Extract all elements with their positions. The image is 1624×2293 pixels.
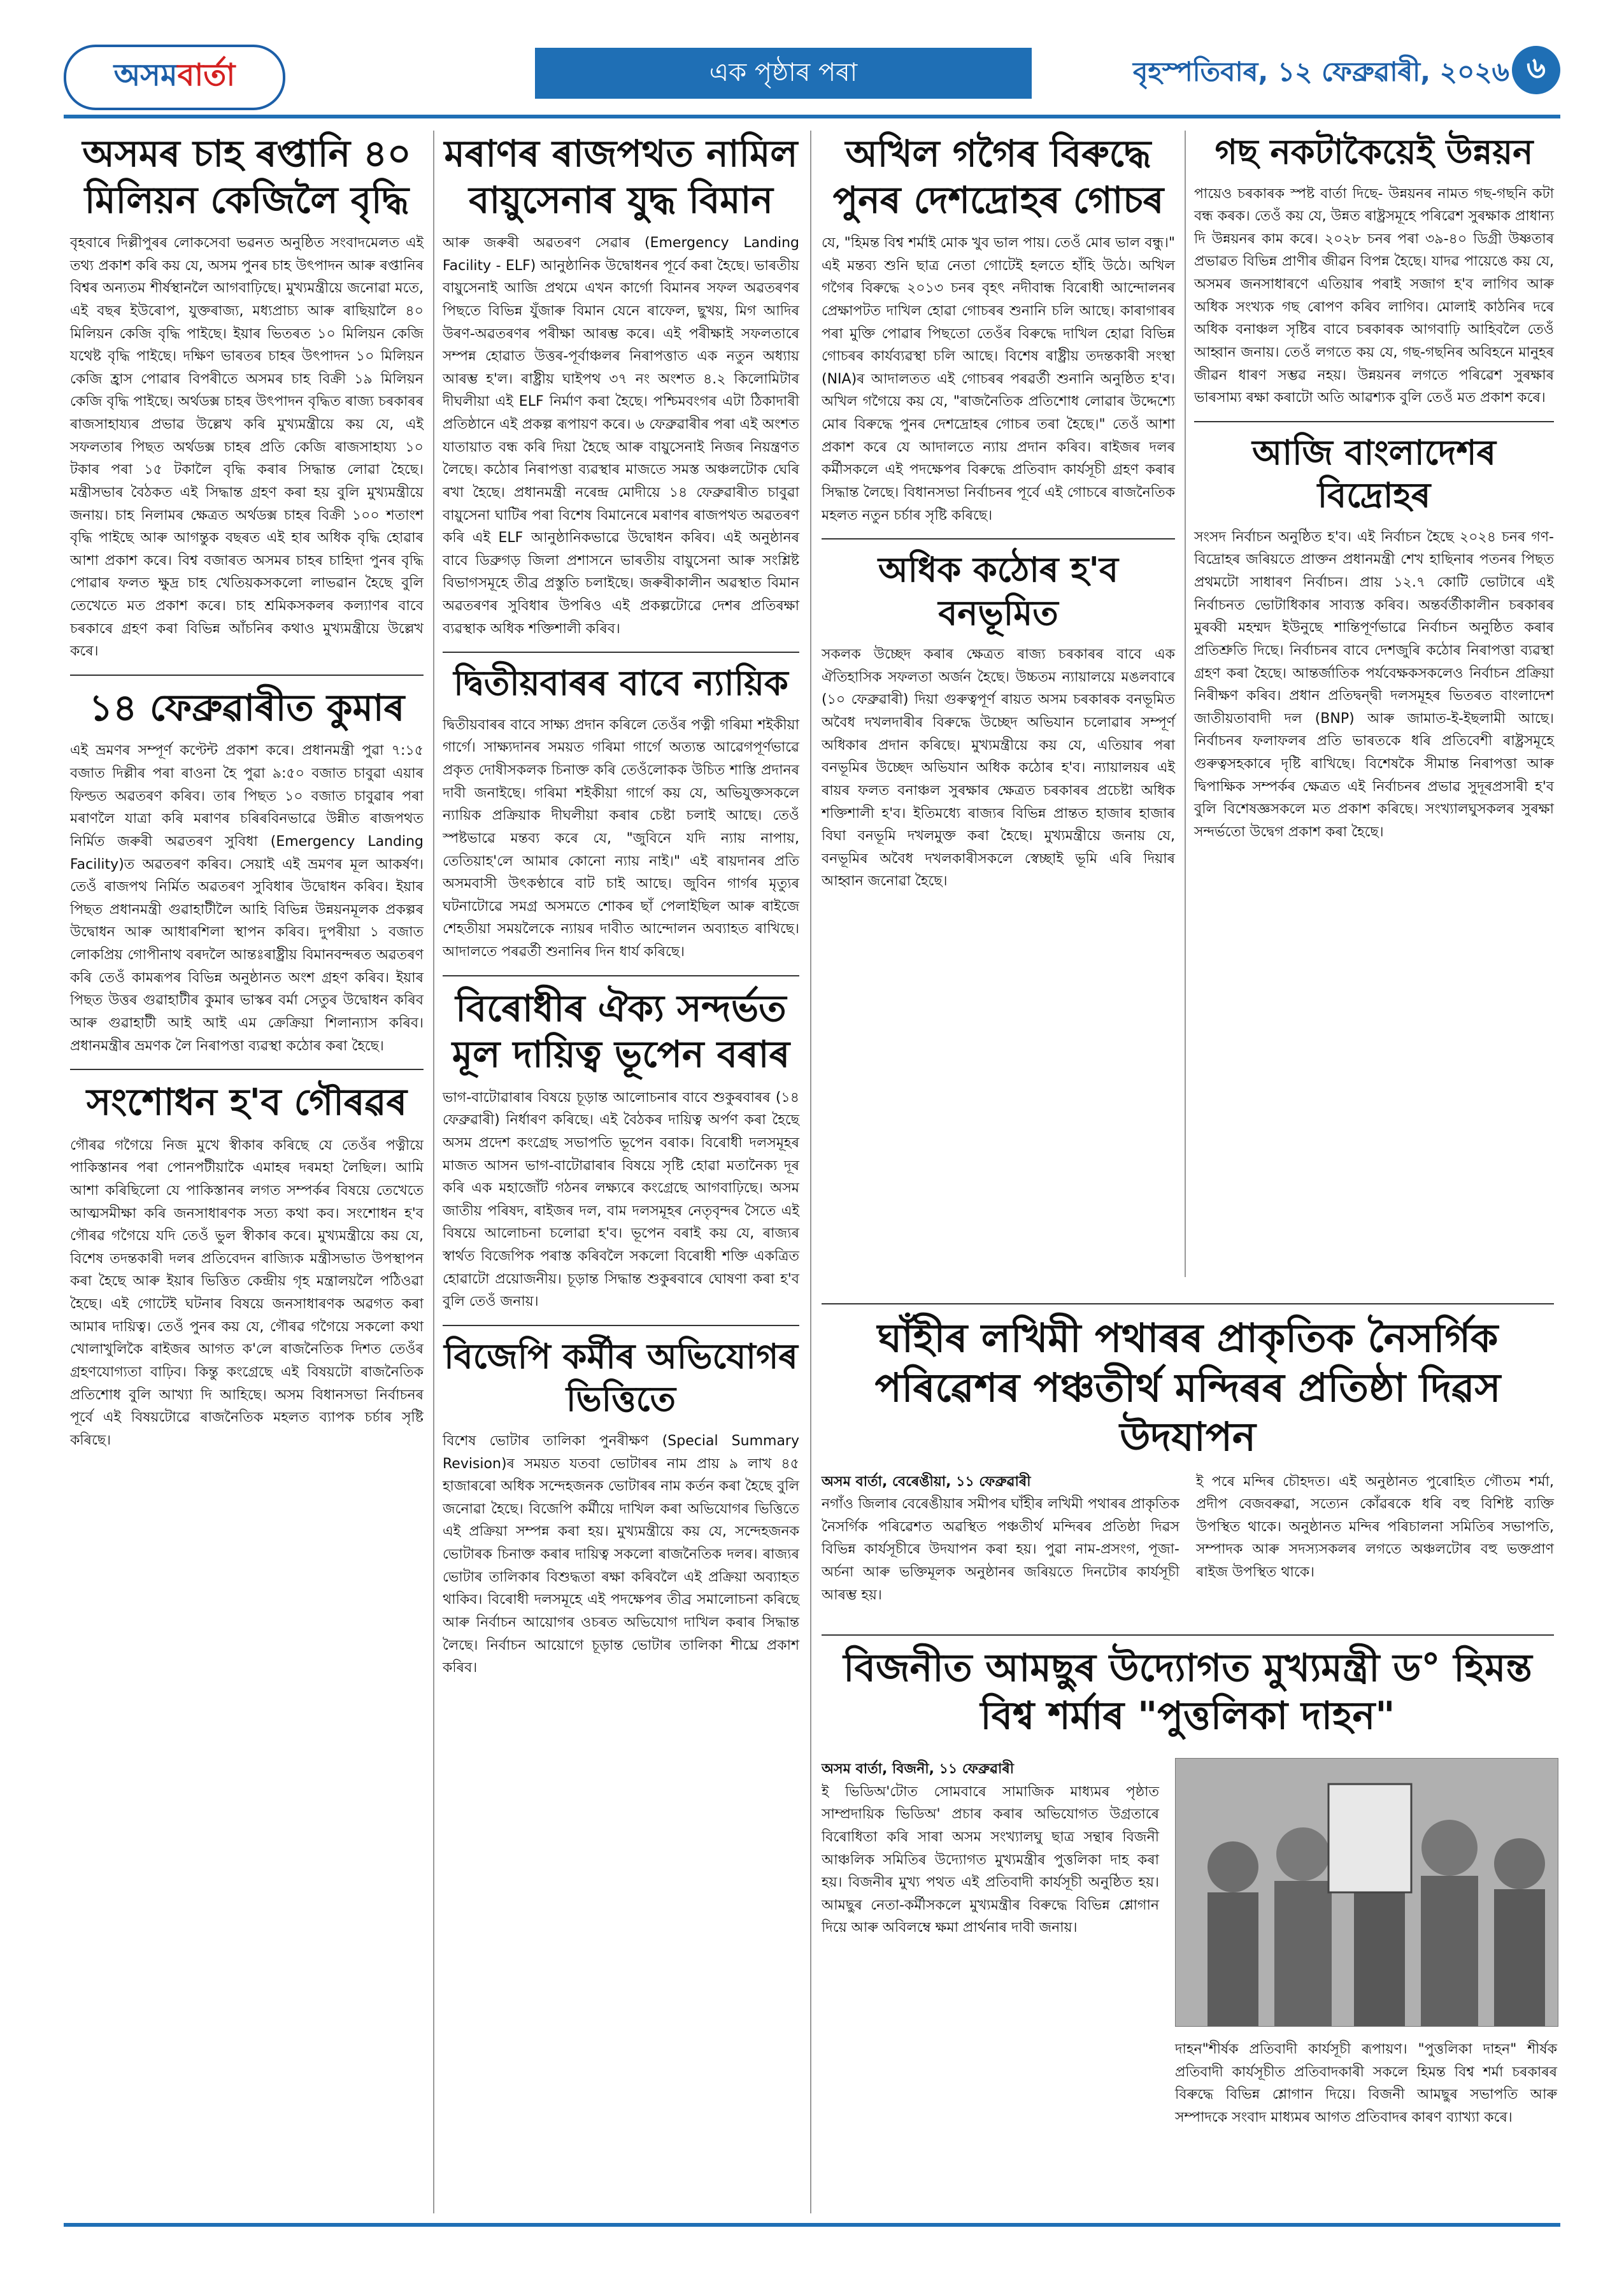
logo-part1: অসম [113,57,178,93]
headline: অখিল গগৈৰ বিৰুদ্ধে পুনৰ দেশদ্ৰোহৰ গোচৰ [832,132,1164,222]
headline: বিজনীত আমছুৰ উদ্যোগত মুখ্যমন্ত্ৰী ড° হিমন্ত বিশ্ব শৰ্মাৰ "পুত্তলিকা দাহন" [843,1646,1532,1738]
article-separator [822,1303,1554,1304]
article-separator [70,1069,424,1070]
headline: বিৰোধীৰ ঐক্য সন্দৰ্ভত মূল দায়িত্ব ভূপেন বৰাৰ [452,986,790,1076]
article-temple-anniversary [822,1299,1558,1618]
article-bjp-complaint [443,1335,804,1680]
article-feb14 [70,685,428,1057]
headline: আজি বাংলাদেশৰ বিদ্ৰোহৰ [1252,431,1496,516]
dateline: অসম বাৰ্তা, বিজনী, ১১ ফেব্ৰুৱাৰী [822,1761,1015,1777]
article-body: গৌৰৱ গগৈয়ে নিজ মুখে স্বীকাৰ কৰিছে যে তেওঁৰ পত্নীয়ে পাকিস্তানৰ পৰা পোনপটীয়াকৈ এমাহৰ দৰমহা লৈছিল। আমি আশা কৰিছিলো যে পাকিস্তানৰ লগত সম্পৰ্কৰ বিষয়ে তেখেতে আত্মসমীক্ষা কৰি জনসাধাৰণক সত্য কথা কব। সংশোধন হ'ব গৌৰৱ গগৈয়ে যদি তেওঁ ভুল স্বীকাৰ কৰে। মুখ্যমন্ত্ৰীয়ে কয় যে, বিশেষ তদন্তকাৰী দলৰ প্ৰতিবেদন ৰাজ্যিক মন্ত্ৰীসভাত উপস্থাপন কৰা হৈছে আৰু ইয়াৰ ভিত্তিত কেন্দ্ৰীয় গৃহ মন্ত্ৰালয়লৈ পঠিওৱা হৈছে। এই গোটেই ঘটনাৰ বিষয়ে জনসাধাৰণক অৱগত কৰা আমাৰ দায়িত্ব। তেওঁ পুনৰ কয় যে, গৌৰৱ গগৈয়ে সকলো কথা খোলাখুলিকৈ ৰাইজৰ আগত ক'লে ৰাজনৈতিক দিশত তেওঁৰ গ্ৰহণযোগ্যতা বাঢ়িব। কিন্তু কংগ্ৰেছে এই বিষয়টো ৰাজনৈতিক প্ৰতিশোধ বুলি আখ্যা দি আহিছে। অসম বিধানসভা নিৰ্বাচনৰ পূৰ্বে এই বিষয়টোৱে ৰাজনৈতিক মহলত ব্যাপক চৰ্চাৰ সৃষ্টি কৰিছে। [70,1137,428,1448]
column-1 [70,131,428,2213]
article-effigy-burning [822,1631,1562,2217]
headline: দ্বিতীয়বাৰৰ বাবে ন্যায়িক [453,662,788,704]
column-divider [810,131,811,2213]
article-body: নগাঁও জিলাৰ বেৰেঙীয়াৰ সমীপৰ ঘাঁহীৰ লখিমী পথাৰৰ প্ৰাকৃতিক নৈসৰ্গিক পৰিৱেশত অৱস্থিত পঞ্চতীৰ্থ মন্দিৰৰ প্ৰতিষ্ঠা দিৱস বিভিন্ন কাৰ্যসূচীৰে উদযাপন কৰা হয়। পুৱা নাম-প্ৰসংগ, পূজা-অৰ্চনা আৰু ভক্তিমূলক অনুষ্ঠানৰ জৰিয়তে দিনটোৰ কাৰ্যসূচী আৰম্ভ হয়। [822,1496,1184,1603]
article-body: বৃহবাৰে দিল্লীপুৰৰ লোকসেবা ভৱনত অনুষ্ঠিত সংবাদমেলত এই তথ্য প্ৰকাশ কৰি কয় যে, অসম পুনৰ চাহ উৎপাদন আৰু ৰপ্তানিৰ বিশ্বৰ অন্যতম শীৰ্ষস্থানলৈ আগবাঢ়িছে। মুখ্যমন্ত্ৰীয়ে জনোৱা মতে, এই বছৰ ইউৰোপ, যুক্তৰাজ্য, মধ্যপ্ৰাচ্য আৰু ৰাছিয়ালৈ ৪০ মিলিয়ন কেজি বৃদ্ধি পাইছে। ইয়াৰ ভিতৰত ১০ মিলিয়ন কেজি যথেষ্ট বৃদ্ধি পাইছে। দক্ষিণ ভাৰতৰ চাহৰ উৎপাদন ১০ মিলিয়ন কেজি হ্ৰাস পোৱাৰ বিপৰীতে অসমৰ চাহ বিক্ৰী ১৯ মিলিয়ন কেজি বৃদ্ধি পাইছে। অৰ্থডক্স চাহৰ উৎপাদন বৃদ্ধিত ৰাজ্য চৰকাৰৰ ৰাজসাহায্যৰ প্ৰভাৱ উল্লেখ কৰি মুখ্যমন্ত্ৰীয়ে কয় যে, এই সফলতাৰ পিছত অৰ্থডক্স চাহৰ প্ৰতি কেজি ৰাজসাহায্য ১০ টকাৰ পৰা ১৫ টকালৈ বৃদ্ধি কৰাৰ সিদ্ধান্ত লোৱা হৈছে। মন্ত্ৰীসভাৰ বৈঠকত এই সিদ্ধান্ত গ্ৰহণ কৰা হয় বুলি মুখ্যমন্ত্ৰীয়ে জনায়। চাহ নিলামৰ ক্ষেত্ৰত অৰ্থডক্স চাহৰ বিক্ৰী ১০০ শতাংশ বৃদ্ধি পাইছে আৰু আগন্তুক বছৰত এই হাৰ অধিক বৃদ্ধি হোৱাৰ আশা প্ৰকাশ কৰে। বিশ্ব বজাৰত অসমৰ চাহৰ চাহিদা পুনৰ বৃদ্ধি পোৱাৰ ফলত ক্ষুদ্ৰ চাহ খেতিয়কসকলো লাভৱান হৈছে বুলি তেখেতে মত প্ৰকাশ কৰে। চাহ শ্ৰমিকসকলৰ কল্যাণৰ বাবে চৰকাৰে গ্ৰহণ কৰা বিভিন্ন আঁচনিৰ কথাও মুখ্যমন্ত্ৰীয়ে উল্লেখ কৰে। [70,235,428,660]
headline: গছ নকটাকৈয়েই উন্নয়ন [1214,131,1534,172]
article-body: ভাগ-বাটোৱাৰাৰ বিষয়ে চূড়ান্ত আলোচনাৰ বাবে শুকুৰবাৰৰ (১৪ ফেব্ৰুৱাৰী) নিৰ্ধাৰণ কৰিছে। এই বৈঠকৰ দায়িত্ব অৰ্পণ কৰা হৈছে অসম প্ৰদেশ কংগ্ৰেছ সভাপতি ভূপেন বৰাক। বিৰোধী দলসমূহৰ মাজত আসন ভাগ-বাটোৱাৰাৰ বিষয়ে সৃষ্টি হোৱা মতানৈক্য দূৰ কৰি এক মহাজোঁট গঠনৰ লক্ষ্যৰে কংগ্ৰেছে আগবাঢ়িছে। অসম জাতীয় পৰিষদ, ৰাইজৰ দল, বাম দলসমূহৰ নেতৃবৃন্দৰ সৈতে এই বিষয়ে আলোচনা চলোৱা হ'ব। ভূপেন বৰাই কয় যে, ৰাজ্যৰ স্বাৰ্থত বিজেপিক পৰাস্ত কৰিবলৈ সকলো বিৰোধী শক্তি একত্ৰিত হোৱাটো প্ৰয়োজনীয়। চূড়ান্ত সিদ্ধান্ত শুকুৰবাৰে ঘোষণা কৰা হ'ব বুলি তেওঁ জনায়। [443,1089,804,1310]
column-divider [1185,131,1186,1277]
article-body: এই ভ্ৰমণৰ সম্পূৰ্ণ কণ্টেন্ট প্ৰকাশ কৰে। প্ৰধানমন্ত্ৰী পুৱা ৭:১৫ বজাত দিল্লীৰ পৰা ৰাওনা হৈ পুৱা ৯:৫০ বজাত চাবুৱা এয়াৰ ফিল্ডত অৱতৰণ কৰিব। তাৰ পিছত ১০ বজাত চাবুৱাৰ পৰা মৰাণলৈ যাত্ৰা কৰি মৰাণৰ চৰিৰবিনভাৱে উন্নীত ৰাজপথত নিৰ্মিত জৰুৰী অৱতৰণ সুবিধা (Emergency Landing Facility)ত অৱতৰণ কৰিব। সেয়াই এই ভ্ৰমণৰ মূল আকৰ্ষণ। তেওঁ ৰাজপথ নিৰ্মিত অৱতৰণ সুবিধাৰ উদ্বোধন কৰিব। ইয়াৰ পিছত প্ৰধানমন্ত্ৰী গুৱাহাটীলৈ আহি বিভিন্ন উন্নয়নমূলক প্ৰকল্পৰ উদ্বোধন আৰু আধাৰশিলা স্থাপন কৰিব। দুপৰীয়া ১ বজাত লোকপ্ৰিয় গোপীনাথ বৰদলৈ আন্তঃৰাষ্ট্ৰীয় বিমানবন্দৰত অৱতৰণ কৰি তেওঁ কামৰূপৰ বিভিন্ন অনুষ্ঠানত অংশ গ্ৰহণ কৰিব। ইয়াৰ পিছত উত্তৰ গুৱাহাটীৰ কুমাৰ ভাস্কৰ বৰ্মা সেতুৰ উদ্বোধন কৰিব আৰু গুৱাহাটী আই আই এম ক্ৰেক্ৰিয়া শিলান্যাস কৰিব। প্ৰধানমন্ত্ৰীৰ ভ্ৰমণক লৈ নিৰাপত্তা ব্যৱস্থা কঠোৰ কৰা হৈছে। [70,743,428,1054]
article-body: দাহন"শীৰ্ষক প্ৰতিবাদী কাৰ্যসূচী ৰূপায়ণ। "পুত্তলিকা দাহন" শীৰ্ষক প্ৰতিবাদী কাৰ্যসূচীত প্ৰতিবাদকাৰী সকলে হিমন্ত বিশ্ব শৰ্মা চৰকাৰৰ বিৰুদ্ধে বিভিন্ন শ্লোগান দিয়ে। বিজনী আমছুৰ সভাপতি আৰু সম্পাদকে সংবাদ মাধ্যমৰ আগত প্ৰতিবাদৰ কাৰণ ব্যাখ্যা কৰে। [1175,2041,1562,2125]
article-right-column [1175,2038,1562,2141]
article-separator [443,1325,799,1326]
article-opposition-unity [443,985,804,1313]
headline: ঘাঁহীৰ লখিমী পথাৰৰ প্ৰাকৃতিক নৈসৰ্গিক পৰিৱেশৰ পঞ্চতীৰ্থ মন্দিৰৰ প্ৰতিষ্ঠা দিৱস উদযাপন [874,1315,1501,1460]
dateline: অসম বাৰ্তা, বেৰেঙীয়া, ১১ ফেব্ৰুৱাৰী [822,1473,1031,1490]
article-amendment [70,1079,428,1452]
article-body: ই পৰে মন্দিৰ চৌহদত। এই অনুষ্ঠানত পুৰোহিত গৌতম শৰ্মা, প্ৰদীপ বেজবৰুৱা, সত্যেন কোঁৱৰকে ধৰি বহু বিশিষ্ট ব্যক্তি উপস্থিত থাকে। অনুষ্ঠানত মন্দিৰ পৰিচালনা সমিতিৰ সভাপতি, সম্পাদক আৰু সদস্যসকলৰ লগতে অঞ্চলটোৰ বহু ভক্তপ্ৰাণ ৰাইজ উপস্থিত থাকে। [1196,1473,1558,1580]
article-tree-development [1194,131,1558,410]
article-separator [1194,421,1554,422]
column-3 [822,131,1179,1277]
section-banner: এক পৃষ্ঠাৰ পৰা [535,48,1032,99]
article-body: সংসদ নিৰ্বাচন অনুষ্ঠিত হ'ব। এই নিৰ্বাচন হৈছে ২০২৪ চনৰ গণ-বিদ্ৰোহৰ জৰিয়তে প্ৰাক্তন প্ৰধানমন্ত্ৰী শেখ হাছিনাৰ পতনৰ পিছত প্ৰথমটো সাধাৰণ নিৰ্বাচন। প্ৰায় ১২.৭ কোটি ভোটাৰে এই নিৰ্বাচনত ভোটাধিকাৰ সাব্যস্ত কৰিব। অন্তৰ্বৰ্তীকালীন চৰকাৰৰ মুৰব্বী মহম্মদ ইউনুছে শান্তিপূৰ্ণভাৱে নিৰ্বাচন অনুষ্ঠিত কৰাৰ প্ৰতিশ্ৰুতি দিছে। নিৰ্বাচনৰ বাবে দেশজুৰি কঠোৰ নিৰাপত্তা ব্যৱস্থা গ্ৰহণ কৰা হৈছে। আন্তৰ্জাতিক পৰ্যবেক্ষকসকলেও নিৰ্বাচন প্ৰক্ৰিয়া নিৰীক্ষণ কৰিব। প্ৰধান প্ৰতিদ্বন্দ্বী দলসমূহৰ ভিতৰত বাংলাদেশ জাতীয়তাবাদী দল (BNP) আৰু জামাত-ই-ইছলামী আছে। নিৰ্বাচনৰ ফলাফলৰ প্ৰতি ভাৰতকে ধৰি প্ৰতিবেশী ৰাষ্ট্ৰসমূহে গুৰুত্বসহকাৰে দৃষ্টি ৰাখিছে। বিশেষকৈ সীমান্ত নিৰাপত্তা আৰু দ্বিপাক্ষিক সম্পৰ্কৰ ক্ষেত্ৰত এই নিৰ্বাচনৰ প্ৰভাৱ সুদূৰপ্ৰসাৰী হ'ব বুলি বিশেষজ্ঞসকলে মত প্ৰকাশ কৰিছে। সংখ্যালঘুসকলৰ সুৰক্ষা সন্দৰ্ভতো উদ্বেগ প্ৰকাশ কৰা হৈছে। [1194,529,1558,840]
article-left-column [822,1758,1164,1951]
article-separator [822,538,1175,539]
headline: অধিক কঠোৰ হ'ব বনভূমিত [878,549,1119,633]
logo-part2: বাৰ্তা [177,57,236,93]
issue-date: বৃহস্পতিবাৰ, ১২ ফেব্ৰুৱাৰী, ২০২৬ [1133,56,1509,87]
article-forest-eviction [822,548,1179,893]
footer-rule [64,2223,1560,2227]
article-body: দ্বিতীয়বাৰৰ বাবে সাক্ষ্য প্ৰদান কৰিলে তেওঁৰ পত্নী গৰিমা শইকীয়া গাৰ্গে। সাক্ষ্যদানৰ সময়ত গৰিমা গাৰ্গে অত্যন্ত আৱেগপূৰ্ণভাৱে প্ৰকৃত দোষীসকলক চিনাক্ত কৰি তেওঁলোকক উচিত শাস্তি প্ৰদানৰ দাবী জনাইছে। গৰিমা শইকীয়া গাৰ্গে কয় যে, অভিযুক্তসকলে ন্যায়িক প্ৰক্ৰিয়াক দীঘলীয়া কৰাৰ চেষ্টা চলাই আছে। তেওঁ স্পষ্টভাৱে মন্তব্য কৰে যে, "জুবিনে যদি ন্যায় নাপায়, তেতিয়াহ'লে আমাৰ কোনো ন্যায় নাই।" এই ৰায়দানৰ প্ৰতি অসমবাসী উৎকণ্ঠাৰে বাট চাই আছে। জুবিন গাৰ্গৰ মৃত্যুৰ ঘটনাটোৱে সমগ্ৰ অসমতে শোকৰ ছাঁ পেলাইছিল আৰু ৰাইজে শেহতীয়া সময়লৈকে ন্যায়ৰ দাবীত আন্দোলন অব্যাহত ৰাখিছে। আদালতে পৰৱৰ্তী শুনানিৰ দিন ধাৰ্য কৰিছে। [443,717,804,960]
newspaper-logo [64,45,285,110]
header-rule [64,115,1560,118]
article-sedition-case [822,131,1179,527]
article-tea-export [70,131,428,663]
article-body: যে, "হিমন্ত বিশ্ব শৰ্মাই মোক খুব ভাল পায়। তেওঁ মোৰ ভাল বন্ধু।" এই মন্তব্য শুনি ছাত্ৰ নেতা গোটেই হলতে হাঁহি উঠে। অখিল গগৈৰ বিৰুদ্ধে ২০১৩ চনৰ বৃহৎ নদীবান্ধ বিৰোধী আন্দোলনৰ প্ৰেক্ষাপটত দাখিল হোৱা গোচৰৰ শুনানি চলি আছে। কাৰাগাৰৰ পৰা মুক্তি পোৱাৰ পিছতো তেওঁৰ বিৰুদ্ধে দাখিল হোৱা বিভিন্ন গোচৰৰ কাৰ্যব্যৱস্থা চলি আছে। বিশেষ ৰাষ্ট্ৰীয় তদন্তকাৰী সংস্থা (NIA)ৰ আদালতত এই গোচৰৰ পৰৱৰ্তী শুনানি অনুষ্ঠিত হ'ব। অখিল গগৈয়ে কয় যে, "ৰাজনৈতিক প্ৰতিশোধ লোৱাৰ উদ্দেশ্যে মোৰ বিৰুদ্ধে পুনৰ দেশদ্ৰোহৰ গোচৰ তৰা হৈছে।" তেওঁ আশা প্ৰকাশ কৰে যে আদালতে ন্যায় প্ৰদান কৰিব। ৰাইজৰ দলৰ কৰ্মীসকলে এই পদক্ষেপৰ বিৰুদ্ধে প্ৰতিবাদ কাৰ্যসূচী গ্ৰহণ কৰাৰ সিদ্ধান্ত লৈছে। বিধানসভা নিৰ্বাচনৰ পূৰ্বে এই গোচৰে ৰাজনৈতিক মহলত নতুন চৰ্চাৰ সৃষ্টি কৰিছে। [822,235,1179,524]
article-separator [822,1634,1554,1636]
article-body: সকলক উচ্ছেদ কৰাৰ ক্ষেত্ৰত ৰাজ্য চৰকাৰৰ বাবে এক ঐতিহাসিক সফলতা অৰ্জন হৈছে। উচ্চতম ন্যায়ালয়ে মঙলবাৰে (১০ ফেব্ৰুৱাৰী) দিয়া গুৰুত্বপূৰ্ণ ৰায়ত অসম চৰকাৰক বনভূমিত অবৈধ দখলদাৰীৰ বিৰুদ্ধে উচ্ছেদ অভিযান চলোৱাৰ সম্পূৰ্ণ অধিকাৰ প্ৰদান কৰিছে। মুখ্যমন্ত্ৰীয়ে কয় যে, এতিয়াৰ পৰা বনভূমিৰ উচ্ছেদ অভিযান অধিক কঠোৰ হ'ব। ন্যায়ালয়ৰ এই ৰায়ৰ ফলত বনাঞ্চল সুৰক্ষাৰ ক্ষেত্ৰত চৰকাৰৰ প্ৰচেষ্টা অধিক শক্তিশালী হ'ব। ইতিমধ্যে ৰাজ্যৰ বিভিন্ন প্ৰান্তত হাজাৰ হাজাৰ বিঘা বনভূমি দখলমুক্ত কৰা হৈছে। মুখ্যমন্ত্ৰীয়ে জনায় যে, বনভূমিৰ অবৈধ দখলকাৰীসকলে স্বেচ্ছাই ভূমি এৰি দিয়াৰ আহ্বান জনোৱা হৈছে। [822,646,1179,890]
page-header [64,45,1560,108]
article-separator [70,675,424,676]
column-divider [433,131,434,2213]
headline: ১৪ ফেব্ৰুৱাৰীত কুমাৰ [89,685,405,729]
article-bangladesh [1194,431,1558,844]
article-body: বিশেষ ভোটাৰ তালিকা পুনৰীক্ষণ (Special Summary Revision)ৰ সময়ত যতবা ভোটাৰৰ নাম প্ৰায় ৯ লাখ ৪৫ হাজাৰৰো অধিক সন্দেহজনক ভোটাৰৰ নাম কৰ্তন কৰা হৈছে বুলি জনোৱা হৈছে। বিজেপি কৰ্মীয়ে দাখিল কৰা অভিযোগৰ ভিত্তিতে এই প্ৰক্ৰিয়া সম্পন্ন কৰা হয়। মুখ্যমন্ত্ৰীয়ে কয় যে, সন্দেহজনক ভোটাৰক চিনাক্ত কৰাৰ দায়িত্ব সকলো ৰাজনৈতিক দলৰ। ৰাজ্যৰ ভোটাৰ তালিকাৰ বিশুদ্ধতা ৰক্ষা কৰিবলৈ এই প্ৰক্ৰিয়া অব্যাহত থাকিব। বিৰোধী দলসমূহে এই পদক্ষেপৰ তীব্ৰ সমালোচনা কৰিছে আৰু নিৰ্বাচন আয়োগৰ ওচৰত অভিযোগ দাখিল কৰাৰ সিদ্ধান্ত লৈছে। নিৰ্বাচন আয়োগে চূড়ান্ত ভোটাৰ তালিকা শীঘ্ৰে প্ৰকাশ কৰিব। [443,1432,804,1676]
headline: সংশোধন হ'ব গৌৰৱৰ [86,1080,408,1124]
article-moran-airstrip [443,131,804,640]
column-2 [443,131,804,2213]
headline: মৰাণৰ ৰাজপথত নামিল বায়ুসেনাৰ যুদ্ধ বিমান [444,132,798,222]
article-body: পায়েও চৰকাৰক স্পষ্ট বাৰ্তা দিছে- উন্নয়নৰ নামত গছ-গছনি কটা বন্ধ কৰক। তেওঁ কয় যে, উন্নত ৰাষ্ট্ৰসমূহে পৰিৱেশ সুৰক্ষাক প্ৰাধান্য দি উন্নয়নৰ কাম কৰে। ২০২৮ চনৰ পৰা ৩৯-৪০ ডিগ্ৰী উষ্ণতাৰ প্ৰভাৱত বিভিন্ন প্ৰাণীৰ জীৱন বিপন্ন হৈছে। যাদৱ পায়েঙে কয় যে, অসমৰ জনসাধাৰণে এতিয়াৰ পৰাই সজাগ হ'ব লাগিব আৰু অধিক সংখ্যক গছ ৰোপণ কৰিব লাগিব। মোলাই কাঠনিৰ দৰে অধিক বনাঞ্চল সৃষ্টিৰ বাবে চৰকাৰক আগবাঢ়ি আহিবলৈ তেওঁ আহ্বান জনায়। তেওঁ লগতে কয় যে, গছ-গছনিৰ অবিহনে মানুহৰ জীৱন ধাৰণ সম্ভৱ নহয়। উন্নয়নৰ লগতে পৰিৱেশ সুৰক্ষাৰ ভাৰসাম্য ৰক্ষা কৰাটো অতি আৱশ্যক বুলি তেওঁ মত প্ৰকাশ কৰে। [1194,185,1558,406]
protest-photo [1175,1758,1558,2027]
article-separator [443,652,799,653]
column-4 [1194,131,1558,1277]
article-body: আৰু জৰুৰী অৱতৰণ সেৱাৰ (Emergency Landing Facility - ELF) আনুষ্ঠানিক উদ্বোধনৰ পূৰ্বে কৰা হৈছে। ভাৰতীয় বায়ুসেনাই আজি প্ৰথমে এখন কাৰ্গো বিমানৰ সফল অৱতৰণৰ পিছতে বিভিন্ন যুঁজাৰু বিমান যেনে ৰাফেল, ছুখয়, মিগ আদিৰ উৰণ-অৱতৰণৰ পৰীক্ষা আৰম্ভ কৰে। এই পৰীক্ষাই সফলতাৰে সম্পন্ন হোৱাত উত্তৰ-পূৰ্বাঞ্চলৰ নিৰাপত্তাত এক নতুন অধ্যায় আৰম্ভ হ'ল। ৰাষ্ট্ৰীয় ঘাইপথ ৩৭ নং অংশত ৪.২ কিলোমিটাৰ দীঘলীয়া এই ELF নিৰ্মাণ কৰা হৈছে। পশ্চিমবংগৰ এটা ঠিকাদাৰী প্ৰতিষ্ঠানে এই প্ৰকল্প ৰূপায়ণ কৰে। ৬ ফেব্ৰুৱাৰীৰ পৰা এই অংশত যাতায়াত বন্ধ কৰি দিয়া হৈছে আৰু বায়ুসেনাই নিজৰ নিয়ন্ত্ৰণত লৈছে। কঠোৰ নিৰাপত্তা ব্যৱস্থাৰ মাজতে সমস্ত অঞ্চলটোক ঘেৰি ৰখা হৈছে। প্ৰধানমন্ত্ৰী নৰেন্দ্ৰ মোদীয়ে ১৪ ফেব্ৰুৱাৰীত চাবুৱা বায়ুসেনা ঘাটিৰ পৰা বিশেষ বিমানেৰে মৰাণৰ ৰাজপথত অৱতৰণ কৰি এই ELF আনুষ্ঠানিকভাৱে উদ্বোধন কৰিব। এই অনুষ্ঠানৰ বাবে ডিব্ৰুগড় জিলা প্ৰশাসনে ভাৰতীয় বায়ুসেনা আৰু সংশ্লিষ্ট বিভাগসমূহে তীব্ৰ প্ৰস্তুতি চলাইছে। জৰুৰীকালীন অৱস্থাত বিমান অৱতৰণৰ সুবিধাৰ উপৰিও এই প্ৰকল্পটোৱে দেশৰ প্ৰতিৰক্ষা ব্যৱস্থাক অধিক শক্তিশালী কৰিব। [443,235,804,637]
headline: বিজেপি কৰ্মীৰ অভিযোগৰ ভিত্তিতে [444,1335,798,1420]
article-second-justice [443,662,804,963]
photo-placeholder-icon [1176,1759,1558,2026]
article-body: ই ভিডিঅ'টোত সোমবাৰে সামাজিক মাধ্যমৰ পৃষ্ঠাত সাম্প্ৰদায়িক ভিডিঅ' প্ৰচাৰ কৰাৰ অভিযোগত উগ্ৰতাৰে বিৰোধিতা কৰি সাৰা অসম সংখ্যালঘু ছাত্ৰ সন্থাৰ বিজনী আঞ্চলিক সমিতিৰ উদ্যোগত মুখ্যমন্ত্ৰীৰ পুত্তলিকা দাহ কৰা হয়। বিজনীৰ মুখ্য পথত এই প্ৰতিবাদী কাৰ্যসূচী অনুষ্ঠিত হয়। আমছুৰ নেতা-কৰ্মীসকলে মুখ্যমন্ত্ৰীৰ বিৰুদ্ধে বিভিন্ন শ্লোগান দিয়ে আৰু অবিলম্বে ক্ষমা প্ৰাৰ্থনাৰ দাবী জনায়। [822,1783,1164,1936]
article-separator [443,975,799,976]
page-number: ৬ [1512,46,1560,94]
headline: অসমৰ চাহ ৰপ্তানি ৪০ মিলিয়ন কেজিলৈ বৃদ্ধি [82,132,411,222]
